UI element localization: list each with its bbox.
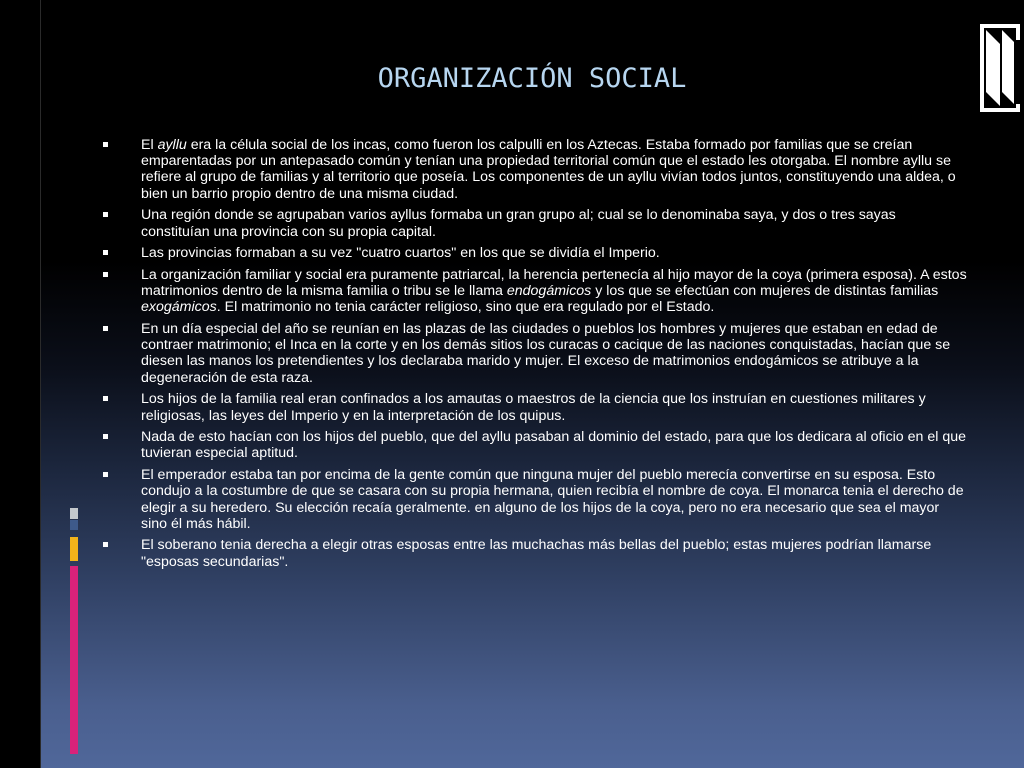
item-text: y los que se efectúan con mujeres de distintas familias	[591, 283, 939, 300]
bullet-list	[101, 137, 967, 575]
accent-bar-gray	[70, 508, 78, 519]
item-text: Nada de esto hacían con los hijos del pueblo, que del ayllu pasaban al dominio del estado, para que los dedicara al oficio en el que tuvieran especial aptitud.	[141, 429, 967, 462]
square-bullet-icon	[103, 434, 108, 439]
list-item	[101, 245, 967, 261]
item-text: . El matrimonio no tenia carácter religioso, sino que era regulado por el Estado.	[216, 299, 715, 316]
item-term-exogamicos: exogámicos	[141, 299, 217, 316]
item-term-endogamicos: endogámicos	[506, 283, 592, 300]
square-bullet-icon	[103, 272, 108, 277]
item-text: El soberano tenia derecha a elegir otras esposas entre las muchachas más bellas del pueblo; estas mujeres podrían llamarse "esposas secundarias".	[141, 537, 932, 570]
square-bullet-icon	[103, 542, 108, 547]
item-text: En un día especial del año se reunían en las plazas de las ciudades o pueblos los hombres y mujeres que estaban en edad de contraer matrimonio; el Inca en la corte y en los demás sitios los curacas o cacique de las naciones conquistadas, hacían que se diesen las manos los pretendientes y los declaraba marido y mujer. El exceso de matrimonios endogámicos se atribuye a la degeneración de esta raza.	[141, 321, 951, 386]
left-margin	[0, 0, 40, 768]
list-item	[101, 321, 967, 386]
item-text: Los hijos de la familia real eran confinados a los amautas o maestros de la ciencia que los instruían en cuestiones militares y religiosas, las leyes del Imperio y en la interpretación de los quipus.	[141, 391, 926, 424]
item-text: Las provincias formaban a su vez "cuatro cuartos" en los que se dividía el Imperio.	[141, 245, 660, 262]
square-bullet-icon	[103, 396, 108, 401]
square-bullet-icon	[103, 472, 108, 477]
accent-bar-blue	[70, 520, 78, 530]
item-text: era la célula social de los incas, como fueron los calpulli en los Aztecas. Estaba formado por familias que se creían emparentadas por un antepasado común y tenían una propiedad territorial común que el estado les otorgaba. El nombre ayllu se refiere al grupo de familias y al territorio que poseía. Los componentes de un ayllu vivían todos juntos, constituyendo una aldea, o bien un barrio propio dentro de una misma ciudad.	[141, 137, 956, 202]
item-text: Una región donde se agrupaban varios ayllus formaba un gran grupo al; cual se lo denominaba saya, y dos o tres sayas constituían una provincia con su propia capital.	[141, 207, 896, 240]
list-item	[101, 429, 967, 461]
square-bullet-icon	[103, 250, 108, 255]
item-text: El	[141, 137, 158, 153]
list-item	[101, 467, 967, 532]
list-item	[101, 391, 967, 423]
square-bullet-icon	[103, 212, 108, 217]
list-item	[101, 537, 967, 569]
square-bullet-icon	[103, 142, 108, 147]
list-item	[101, 207, 967, 239]
accent-bar-pink	[70, 566, 78, 754]
item-text: La organización familiar y social era puramente patriarcal, la herencia pertenecía al hijo mayor de la coya (primera esposa). A estos matrimonios dentro de la misma familia o tribu se le llama	[141, 266, 967, 300]
item-term-ayllu: ayllu	[157, 137, 187, 153]
accent-bar-yellow	[70, 537, 78, 561]
list-item	[101, 137, 967, 202]
list-item	[101, 267, 967, 316]
slide-title: ORGANIZACIÓN SOCIAL	[377, 63, 687, 94]
item-text: El emperador estaba tan por encima de la gente común que ninguna mujer del pueblo merecía convertirse en su esposa. Esto condujo a la costumbre de que se casara con su propia hermana, quien recibía el nombre de coya. El monarca tenia el derecho de elegir a su heredero. Su elección recaía geralmente. en alguno de los hijos de la coya, pero no era necesario que sea el mayor sino él más hábil.	[141, 467, 964, 532]
square-bullet-icon	[103, 326, 108, 331]
